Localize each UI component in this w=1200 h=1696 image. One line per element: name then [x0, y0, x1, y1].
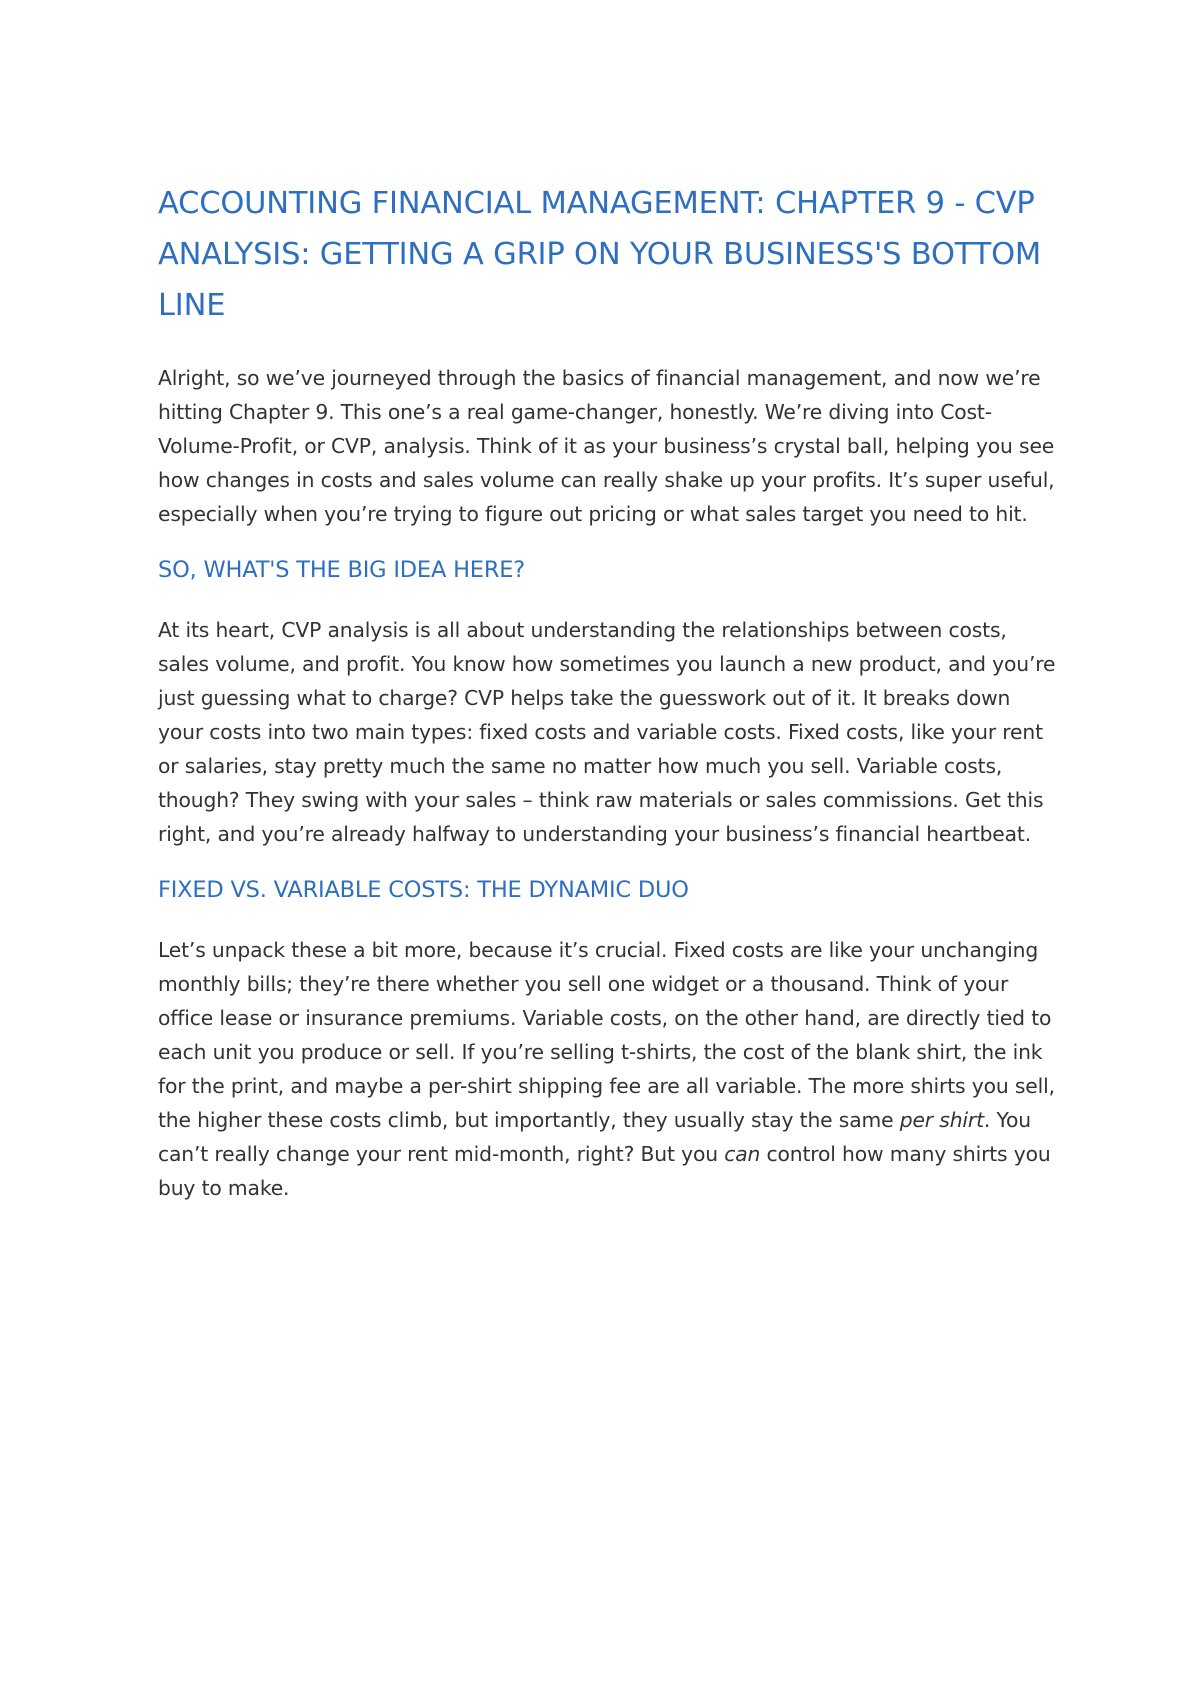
fixed-vs-variable-paragraph	[158, 933, 1058, 1205]
document-title: ACCOUNTING FINANCIAL MANAGEMENT: CHAPTER 9 - CVP ANALYSIS: GETTING A GRIP ON YOUR BUSINESS'S BOTTOM LINE	[158, 186, 1042, 323]
paragraph-text: control how many shirts you buy to make.	[158, 1142, 1051, 1200]
intro-paragraph: Alright, so we’ve journeyed through the basics of financial management, and now we’re hitting Chapter 9. This one’s a real game-changer, honestly. We’re diving into Cost-Volume-Profit, or CVP, analysis. Think of it as your business’s crystal ball, helping you see how changes in costs and sales volume can really shake up your profits. It’s super useful, especially when you’re trying to figure out pricing or what sales target you need to hit.	[158, 366, 1055, 526]
paragraph-text: . You can’t really change your rent mid-month, right? But you	[158, 1108, 1031, 1166]
emphasis-can: can	[724, 1142, 761, 1166]
section-heading-fixed-vs-variable: FIXED VS. VARIABLE COSTS: THE DYNAMIC DUO	[158, 877, 689, 903]
section-heading-big-idea: SO, WHAT'S THE BIG IDEA HERE?	[158, 557, 526, 583]
emphasis-per-shirt: per shirt	[899, 1108, 984, 1132]
document-page	[158, 178, 1058, 1205]
big-idea-paragraph: At its heart, CVP analysis is all about understanding the relationships between costs, sales volume, and profit. You know how sometimes you launch a new product, and you’re just guessing what to charge? CVP helps take the guesswork out of it. It breaks down your costs into two main types: fixed costs and variable costs. Fixed costs, like your rent or salaries, stay pretty much the same no matter how much you sell. Variable costs, though? They swing with your sales – think raw materials or sales commissions. Get this right, and you’re already halfway to understanding your business’s financial heartbeat.	[158, 618, 1056, 846]
paragraph-text: Let’s unpack these a bit more, because it’s crucial. Fixed costs are like your unchanging monthly bills; they’re there whether you sell one widget or a thousand. Think of your office lease or insurance premiums. Variable costs, on the other hand, are directly tied to each unit you produce or sell. If you’re selling t-shirts, the cost of the blank shirt, the ink for the print, and maybe a per-shirt shipping fee are all variable. The more shirts you sell, the higher these costs climb, but importantly, they usually stay the same	[158, 938, 1055, 1132]
